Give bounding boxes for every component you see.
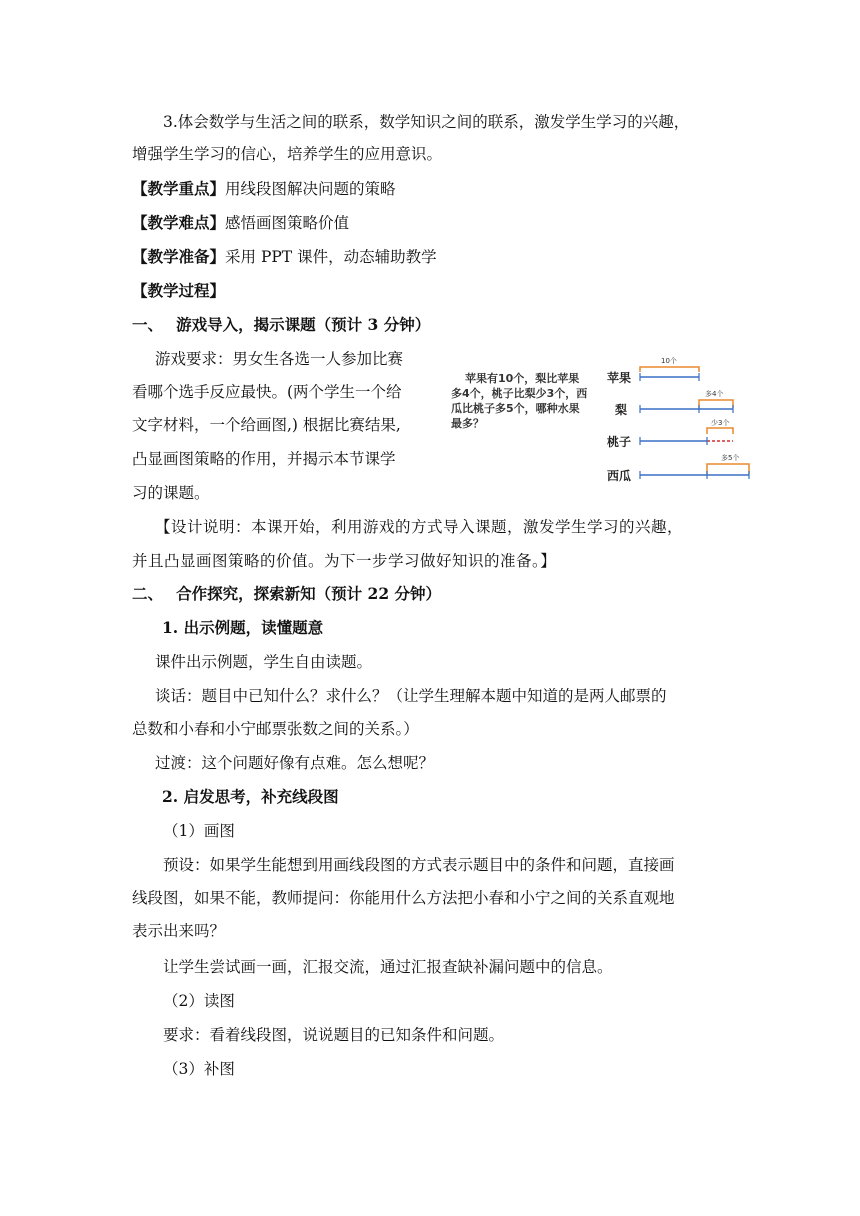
section1-para-line5: 习的课题。	[132, 484, 210, 502]
section2-step2: （2）读图	[163, 992, 235, 1010]
problem-text-line1: 苹果有10个，梨比苹果	[465, 372, 580, 385]
problem-text-line3: 瓜比桃子多5个，哪种水果	[451, 402, 580, 415]
objective-3-line2: 增强学生学习的信心，培养学生的应用意识。	[132, 145, 443, 163]
design-note-line2: 并且凸显画图策略的价值。为下一步学习做好知识的准备。】	[132, 552, 557, 570]
section2-preset-line2: 线段图，如果不能，教师提问：你能用什么方法把小春和小宁之间的关系直观地	[132, 889, 675, 907]
objective-3-line1: 3.体会数学与生活之间的联系，数学知识之间的联系，激发学生学习的兴趣，	[163, 113, 690, 131]
fruit-label-apple: 苹果	[607, 371, 632, 385]
fruit-line-diagram	[445, 350, 765, 495]
problem-text-line2: 多4个，桃子比梨少3个，西	[451, 387, 588, 400]
section2-title: 二、 合作探究，探索新知（预计 22 分钟）	[132, 584, 442, 603]
section2-p5: 要求：看着线段图，说说题目的已知条件和问题。	[163, 1026, 505, 1044]
problem-text-line4: 最多？	[451, 417, 484, 430]
fruit-label-watermelon: 西瓜	[607, 469, 632, 483]
section2-step1: （1）画图	[163, 822, 235, 840]
section1-para-line1: 游戏要求：男女生各选一人参加比赛	[155, 350, 404, 368]
difficulty-text: 感悟画图策略价值	[225, 214, 350, 232]
section1-para-line3: 文字材料，一个给画图,) 根据比赛结果,	[132, 416, 401, 434]
fruit-label-peach: 桃子	[607, 435, 632, 449]
section2-preset-line3: 表示出来吗？	[132, 922, 226, 940]
difficulty-label: 【教学难点】	[132, 213, 226, 232]
preparation-label: 【教学准备】	[132, 247, 226, 266]
preparation-text: 采用 PPT 课件，动态辅助教学	[225, 248, 437, 266]
peach-bracket	[707, 428, 733, 434]
section2-p3: 过渡：这个问题好像有点难。怎么想呢？	[155, 754, 435, 772]
section1-para-line4: 凸显画图策略的作用，并揭示本节课学	[132, 450, 396, 468]
pear-annotation: 多4个	[705, 390, 724, 398]
preparation	[132, 246, 437, 268]
fruit-label-pear: 梨	[615, 403, 628, 417]
watermelon-bracket	[707, 464, 749, 474]
watermelon-annotation: 多5个	[721, 454, 740, 462]
design-note-line1: 【设计说明：本课开始，利用游戏的方式导入课题，激发学生学习的兴趣，	[155, 518, 684, 536]
section1-title: 一、 游戏导入，揭示课题（预计 3 分钟）	[132, 315, 431, 334]
process-heading: 【教学过程】	[132, 281, 226, 300]
section2-p1: 课件出示例题，学生自由读题。	[155, 653, 373, 671]
apple-annotation: 10个	[661, 357, 677, 365]
section2-step3: （3）补图	[163, 1060, 235, 1078]
section1-para-line2: 看哪个选手反应最快。(两个学生一个给	[132, 383, 402, 401]
section2-preset-line1: 预设：如果学生能想到用画线段图的方式表示题目中的条件和问题，直接画	[163, 856, 675, 874]
section2-sub1: 1. 出示例题，读懂题意	[162, 618, 324, 637]
section2-p4: 让学生尝试画一画，汇报交流，通过汇报查缺补漏问题中的信息。	[163, 958, 613, 976]
difficulty	[132, 212, 349, 234]
apple-bracket	[640, 367, 699, 372]
peach-annotation: 少3个	[711, 419, 730, 427]
pear-bracket	[699, 400, 733, 408]
section2-p2-line2: 总数和小春和小宁邮票张数之间的关系。）	[132, 720, 419, 738]
key-point-text: 用线段图解决问题的策略	[225, 180, 396, 198]
section2-sub2: 2. 启发思考，补充线段图	[162, 787, 339, 806]
key-point-label: 【教学重点】	[132, 179, 226, 198]
section2-p2-line1: 谈话：题目中已知什么？求什么？（让学生理解本题中知道的是两人邮票的	[155, 687, 667, 705]
key-point	[132, 178, 396, 200]
